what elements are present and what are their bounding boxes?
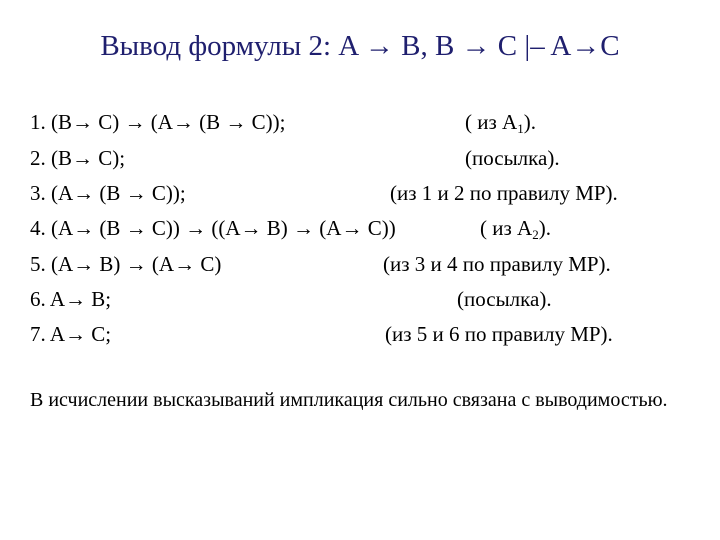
derivation-step-3 bbox=[30, 178, 710, 208]
slide-title: Вывод формулы 2: A → B, B → C |– A→C bbox=[100, 30, 620, 62]
derivation-step-5 bbox=[30, 249, 710, 279]
step-formula: 6. A→ B; bbox=[30, 287, 112, 311]
step-justification: (из 3 и 4 по правилу MP). bbox=[383, 252, 611, 276]
step-justification: (из 1 и 2 по правилу MP). bbox=[390, 181, 618, 205]
step-formula: 3. (A→ (B → C)); bbox=[30, 181, 186, 205]
step-formula: 2. (B→ C); bbox=[30, 146, 126, 170]
derivation-step-1 bbox=[30, 107, 710, 137]
step-formula: 1. (B→ C) → (A→ (B → C)); bbox=[30, 110, 286, 134]
summary-note: В исчислении высказываний импликация сильно связана с выводимостью. bbox=[30, 389, 668, 411]
step-formula: 7. A→ C; bbox=[30, 322, 112, 346]
derivation-step-2 bbox=[30, 143, 710, 173]
step-formula: 4. (A→ (B → C)) → ((A→ B) → (A→ C)) bbox=[30, 216, 396, 240]
step-justification: (из 5 и 6 по правилу MP). bbox=[385, 322, 613, 346]
derivation-step-6 bbox=[30, 284, 710, 314]
step-justification: ( из $A_2$). bbox=[480, 216, 551, 242]
derivation-step-4 bbox=[30, 213, 710, 243]
step-justification: (посылка). bbox=[457, 287, 552, 311]
step-justification: ( из $A_1$). bbox=[465, 110, 536, 136]
derivation-step-7 bbox=[30, 319, 710, 349]
step-justification: (посылка). bbox=[465, 146, 560, 170]
step-formula: 5. (A→ B) → (A→ C) bbox=[30, 252, 222, 276]
